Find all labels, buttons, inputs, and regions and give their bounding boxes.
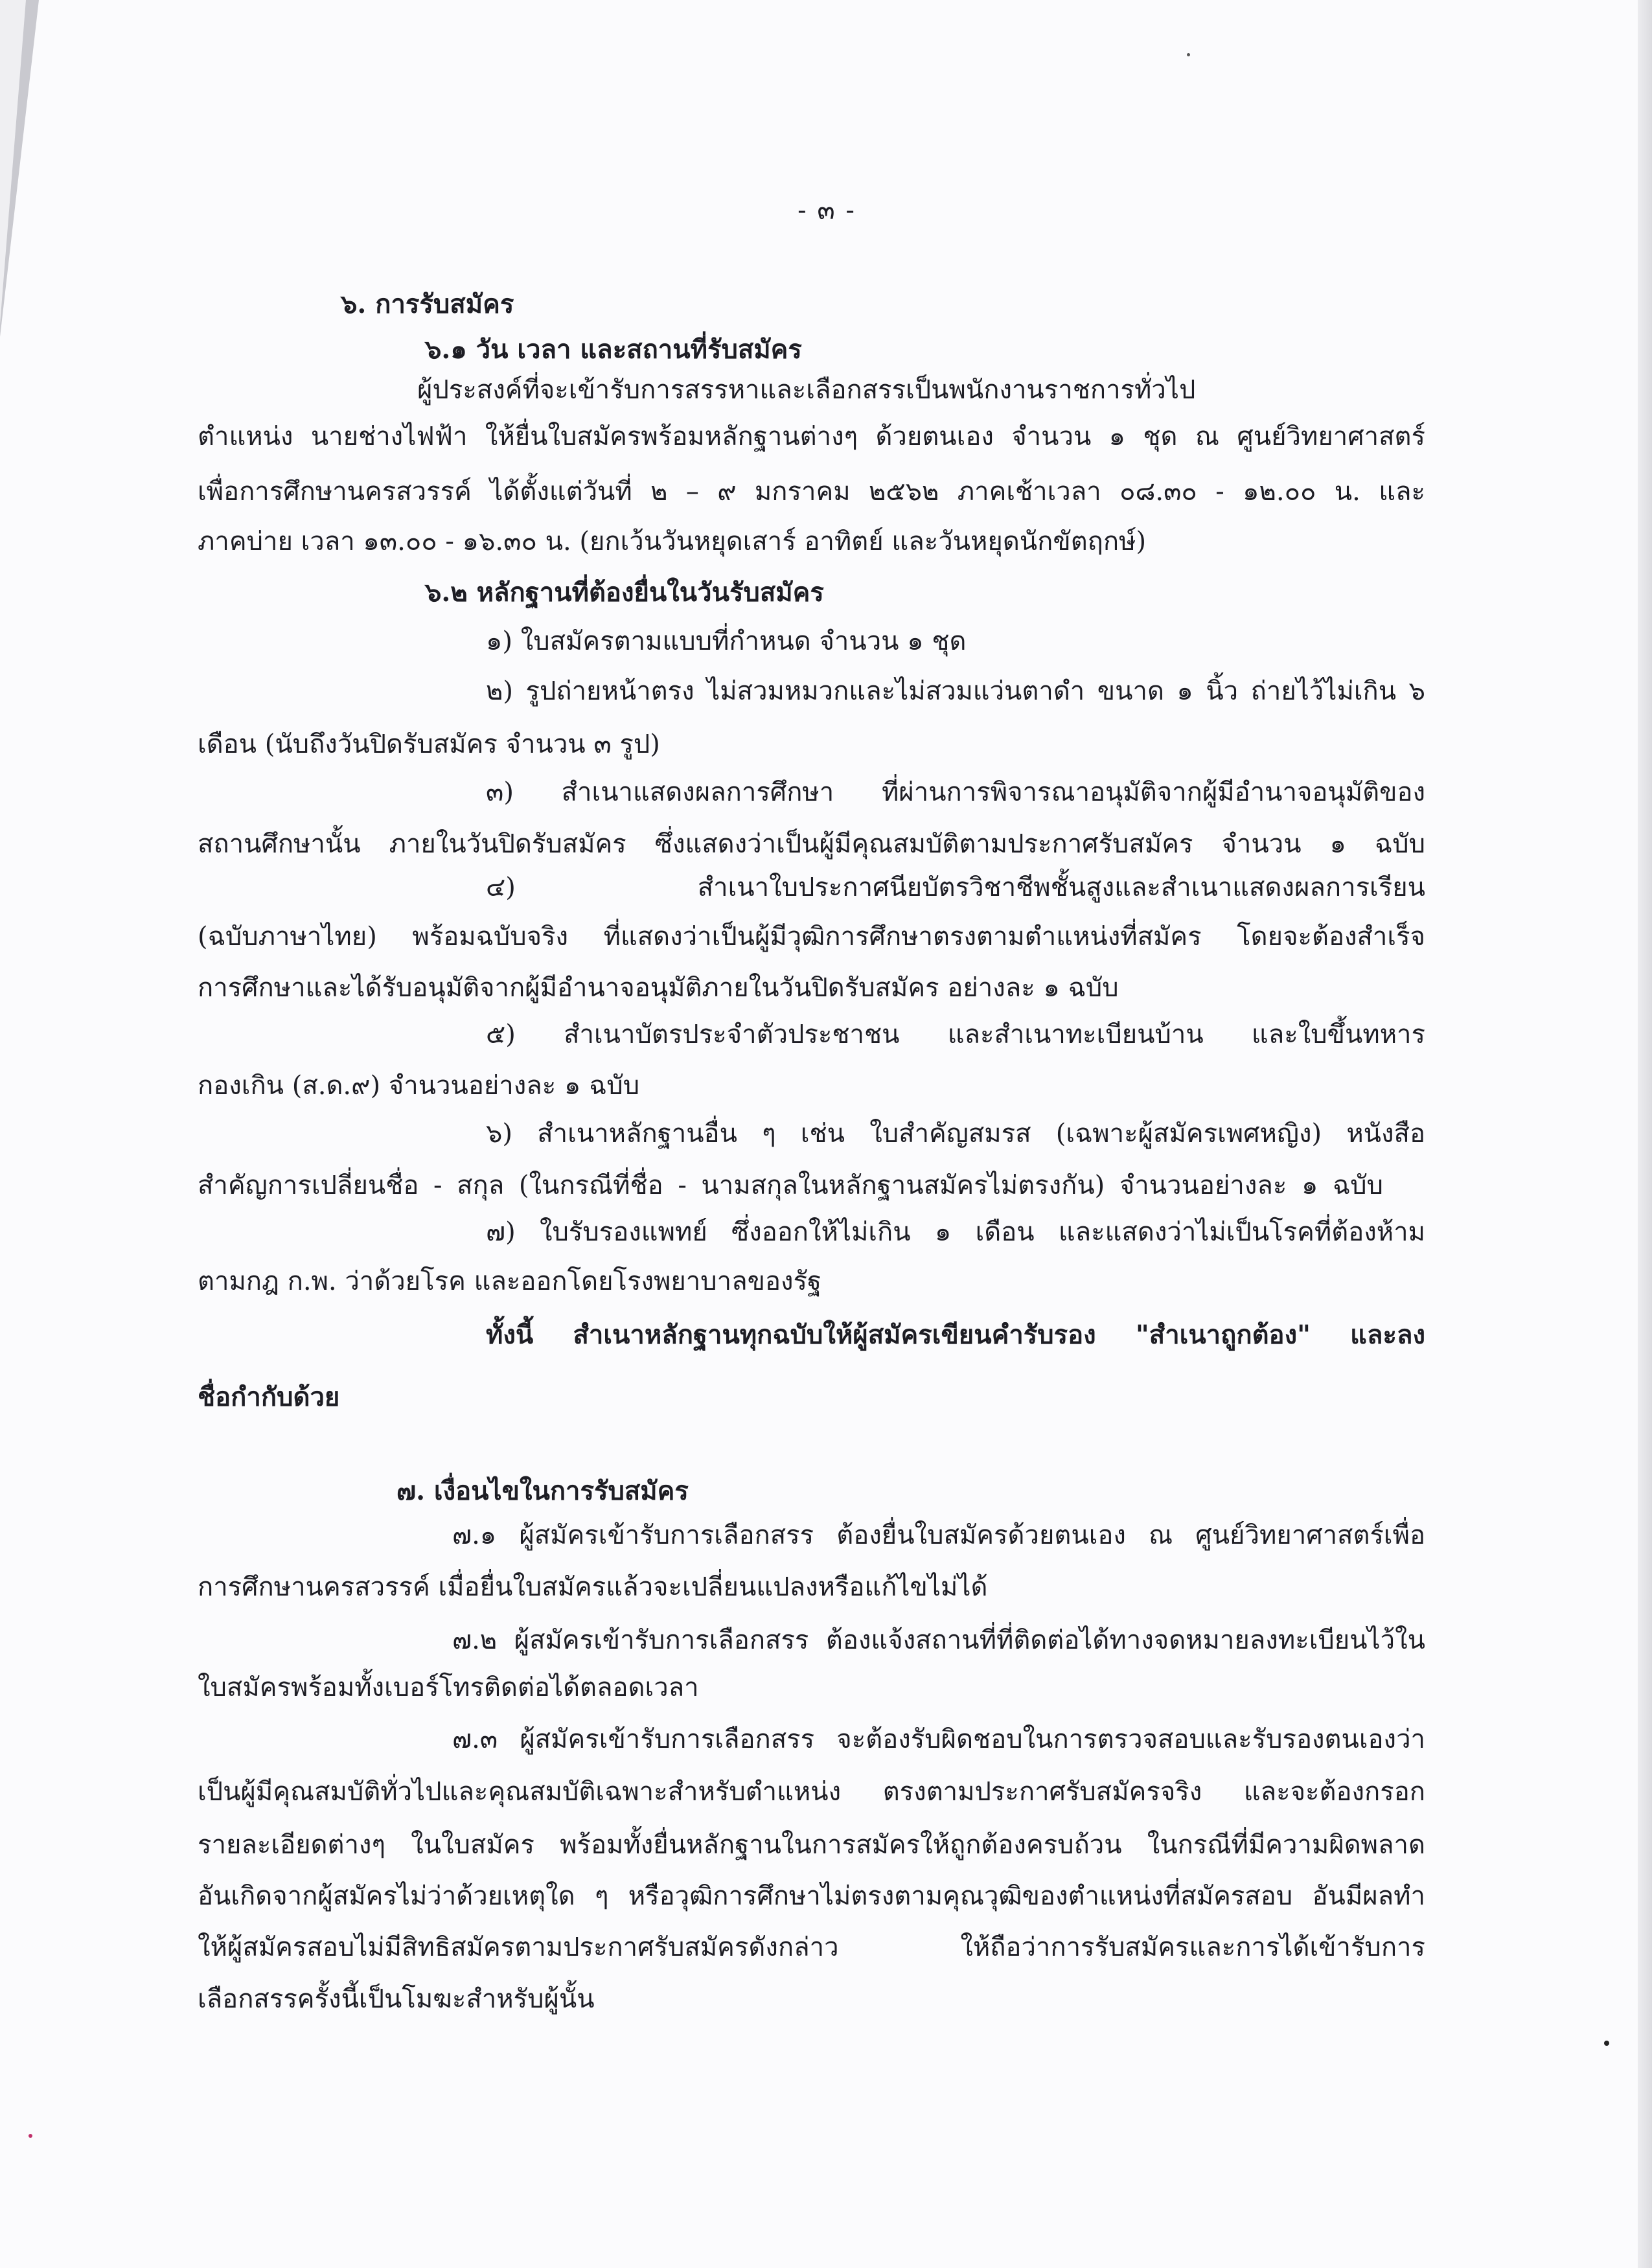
subsection-heading: ๖.๑ วัน เวลา และสถานที่รับสมัคร bbox=[425, 334, 802, 365]
section-heading: ๖. การรับสมัคร bbox=[341, 289, 514, 319]
list-item: ๗) ใบรับรองแพทย์ ซึ่งออกให้ไม่เกิน ๑ เดือน และแสดงว่าไม่เป็นโรคที่ต้องห้าม bbox=[486, 1217, 1425, 1247]
list-item-continued: การศึกษาและได้รับอนุมัติจากผู้มีอำนาจอนุมัติภายในวันปิดรับสมัคร อย่างละ ๑ ฉบับ bbox=[198, 973, 1119, 1003]
condition-line: เลือกสรรครั้งนี้เป็นโมฆะสำหรับผู้นั้น bbox=[198, 1984, 595, 2014]
page-number: - ๓ - bbox=[797, 196, 856, 225]
condition-line: ๗.๑ ผู้สมัครเข้ารับการเลือกสรร ต้องยื่นใบสมัครด้วยตนเอง ณ ศูนย์วิทยาศาสตร์เพื่อ bbox=[452, 1520, 1425, 1550]
scan-speck bbox=[1604, 2041, 1609, 2046]
list-item-continued: เดือน (นับถึงวันปิดรับสมัคร จำนวน ๓ รูป) bbox=[198, 729, 660, 759]
paragraph-line: ภาคบ่าย เวลา ๑๓.๐๐ - ๑๖.๓๐ น. (ยกเว้นวันหยุดเสาร์ อาทิตย์ และวันหยุดนักขัตฤกษ์) bbox=[198, 527, 1147, 556]
list-item-continued: สถานศึกษานั้น ภายในวันปิดรับสมัคร ซึ่งแสดงว่าเป็นผู้มีคุณสมบัติตามประกาศรับสมัคร จำนวน ๑ ฉบับ bbox=[198, 829, 1425, 859]
scan-speck bbox=[1187, 53, 1190, 56]
condition-line: ๗.๒ ผู้สมัครเข้ารับการเลือกสรร ต้องแจ้งสถานที่ที่ติดต่อได้ทางจดหมายลงทะเบียนไว้ใน bbox=[452, 1625, 1425, 1655]
list-item: ๖) สำเนาหลักฐานอื่น ๆ เช่น ใบสำคัญสมรส (เฉพาะผู้สมัครเพศหญิง) หนังสือ bbox=[486, 1119, 1425, 1149]
scan-speck bbox=[29, 2134, 32, 2138]
condition-line: การศึกษานครสวรรค์ เมื่อยื่นใบสมัครแล้วจะเปลี่ยนแปลงหรือแก้ไขไม่ได้ bbox=[198, 1572, 988, 1602]
subsection-heading: ๖.๒ หลักฐานที่ต้องยื่นในวันรับสมัคร bbox=[425, 577, 824, 608]
folded-corner bbox=[0, 0, 26, 324]
list-item: ๓) สำเนาแสดงผลการศึกษา ที่ผ่านการพิจารณาอนุมัติจากผู้มีอำนาจอนุมัติของ bbox=[486, 777, 1425, 807]
condition-line: เป็นผู้มีคุณสมบัติทั่วไปและคุณสมบัติเฉพาะสำหรับตำแหน่ง ตรงตามประกาศรับสมัครจริง และจะต้องกรอก bbox=[198, 1777, 1425, 1807]
paragraph-line: เพื่อการศึกษานครสวรรค์ ได้ตั้งแต่วันที่ ๒ – ๙ มกราคม ๒๕๖๒ ภาคเช้าเวลา ๐๘.๓๐ - ๑๒.๐๐ น. และ bbox=[198, 477, 1425, 507]
paragraph-line: ผู้ประสงค์ที่จะเข้ารับการสรรหาและเลือกสรรเป็นพนักงานราชการทั่วไป bbox=[417, 375, 1196, 405]
paragraph-line: ตำแหน่ง นายช่างไฟฟ้า ให้ยื่นใบสมัครพร้อมหลักฐานต่างๆ ด้วยตนเอง จำนวน ๑ ชุด ณ ศูนย์วิทยาศาสตร์ bbox=[198, 422, 1425, 452]
list-item-continued: ตามกฎ ก.พ. ว่าด้วยโรค และออกโดยโรงพยาบาลของรัฐ bbox=[198, 1266, 822, 1296]
condition-line: ใบสมัครพร้อมทั้งเบอร์โทรติดต่อได้ตลอดเวลา bbox=[198, 1673, 699, 1702]
condition-line: อันเกิดจากผู้สมัครไม่ว่าด้วยเหตุใด ๆ หรือวุฒิการศึกษาไม่ตรงตามคุณวุฒิของตำแหน่งที่สมัครสอบ อันมีผลทำ bbox=[198, 1881, 1425, 1911]
note-line: ชื่อกำกับด้วย bbox=[198, 1382, 340, 1412]
condition-line: รายละเอียดต่างๆ ในใบสมัคร พร้อมทั้งยื่นหลักฐานในการสมัครให้ถูกต้องครบถ้วน ในกรณีที่มีความผิดพลาด bbox=[198, 1830, 1425, 1860]
paper-edge-shadow bbox=[1638, 0, 1652, 2268]
list-item-continued: กองเกิน (ส.ด.๙) จำนวนอย่างละ ๑ ฉบับ bbox=[198, 1071, 640, 1101]
condition-line: ๗.๓ ผู้สมัครเข้ารับการเลือกสรร จะต้องรับผิดชอบในการตรวจสอบและรับรองตนเองว่า bbox=[452, 1724, 1425, 1754]
list-item: ๕) สำเนาบัตรประจำตัวประชาชน และสำเนาทะเบียนบ้าน และใบขึ้นทหาร bbox=[486, 1020, 1425, 1049]
list-item: ๒) รูปถ่ายหน้าตรง ไม่สวมหมวกและไม่สวมแว่นตาดำ ขนาด ๑ นิ้ว ถ่ายไว้ไม่เกิน ๖ bbox=[486, 676, 1425, 706]
section-heading: ๗. เงื่อนไขในการรับสมัคร bbox=[396, 1476, 689, 1506]
list-item-continued: สำคัญการเปลี่ยนชื่อ - สกุล (ในกรณีที่ชื่อ - นามสกุลในหลักฐานสมัครไม่ตรงกัน) จำนวนอย่างละ ๑ ฉบับ bbox=[198, 1171, 1383, 1200]
note-line: ทั้งนี้ สำเนาหลักฐานทุกฉบับให้ผู้สมัครเขียนคำรับรอง "สำเนาถูกต้อง" และลง bbox=[486, 1320, 1425, 1350]
list-item: ๔) สำเนาใบประกาศนียบัตรวิชาชีพชั้นสูงและสำเนาแสดงผลการเรียน bbox=[486, 873, 1425, 902]
condition-line: ให้ผู้สมัครสอบไม่มีสิทธิสมัครตามประกาศรับสมัครดังกล่าว ให้ถือว่าการรับสมัครและการได้เข้ารับการ bbox=[198, 1932, 1425, 1962]
list-item: ๑) ใบสมัครตามแบบที่กำหนด จำนวน ๑ ชุด bbox=[486, 626, 967, 656]
list-item-continued: (ฉบับภาษาไทย) พร้อมฉบับจริง ที่แสดงว่าเป็นผู้มีวุฒิการศึกษาตรงตามตำแหน่งที่สมัคร โดยจะต้องสำเร็จ bbox=[198, 922, 1425, 952]
